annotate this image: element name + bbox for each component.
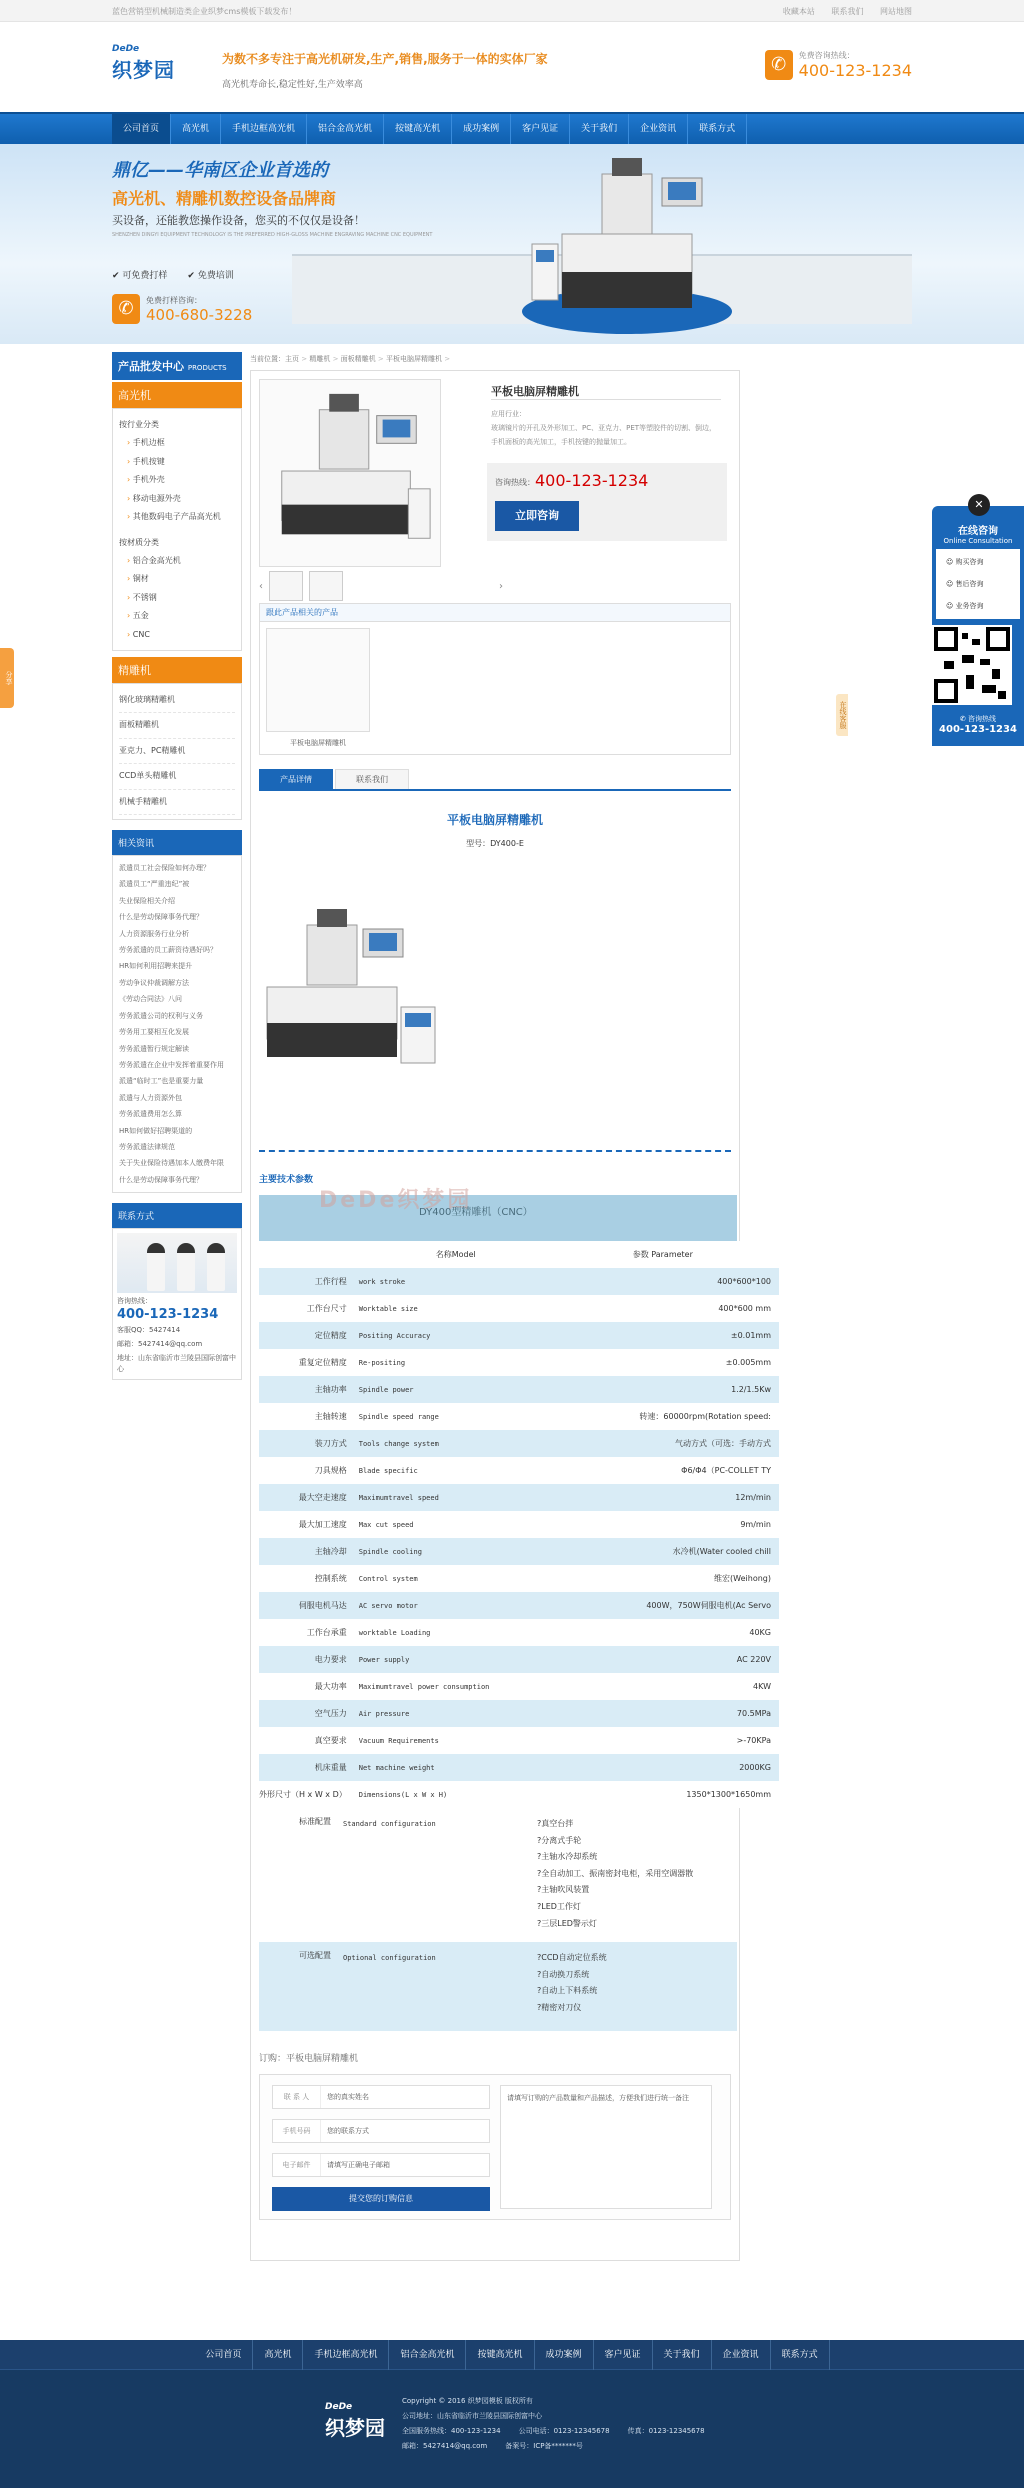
nav-home[interactable]: 公司首页 xyxy=(112,114,171,144)
check-free-training: 免费培训 xyxy=(197,271,234,281)
breadcrumb-item[interactable]: 当前位置：主页 xyxy=(250,355,299,363)
top-bar-text: 蓝色营销型机械制造类企业织梦cms模板下载发布！ xyxy=(112,6,297,16)
spec-value: ±0.005mm xyxy=(553,1349,779,1376)
related-product-image[interactable] xyxy=(266,628,370,732)
category-title-jingdiao[interactable]: 精雕机 xyxy=(112,657,242,683)
spec-name: 最大空走速度 xyxy=(259,1484,353,1511)
divider xyxy=(491,399,721,400)
check-icon: ✔ 可免费打样 xyxy=(112,271,168,281)
spec-banner xyxy=(259,1188,737,1241)
sidebar-head xyxy=(112,352,242,380)
spec-name: 装刀方式 xyxy=(259,1430,353,1457)
contact-tel-label: 咨询热线： xyxy=(117,1297,152,1306)
news-link[interactable]: 劳务派遣公司的权利与义务 xyxy=(119,1011,203,1020)
banner-checks xyxy=(112,268,234,281)
spec-value: 70.5MPa xyxy=(553,1700,779,1727)
submit-order-button[interactable]: 提交您的订购信息 xyxy=(272,2187,490,2211)
optional-config-label: 可选配置 xyxy=(299,1951,331,1961)
spec-value: 维宏(Weihong) xyxy=(553,1565,779,1592)
spec-value: 1350*1300*1650mm xyxy=(553,1781,779,1808)
spec-row xyxy=(259,1754,779,1781)
category-link[interactable]: › 手机边框 xyxy=(119,434,235,453)
banner-headline: 鼎亿——华南区企业首选的 xyxy=(112,160,328,181)
spec-name-en: Air pressure xyxy=(353,1700,553,1727)
breadcrumb: 当前位置：主页 > 精雕机 > 面板精雕机 > 平板电脑屏精雕机 > xyxy=(250,355,451,363)
slogan xyxy=(222,50,548,90)
news-link[interactable]: 失业保险相关介绍 xyxy=(119,896,175,905)
spec-row xyxy=(259,1430,779,1457)
product-content xyxy=(250,370,771,2261)
spec-name: 最大加工速度 xyxy=(259,1511,353,1538)
category-group-label: 按材质分类 xyxy=(119,537,159,547)
spec-name-en: Maximumtravel speed xyxy=(353,1484,553,1511)
spec-name-en: Max cut speed xyxy=(353,1511,553,1538)
category-link[interactable]: › 铜材 xyxy=(119,570,235,589)
spec-row xyxy=(259,1646,779,1673)
footer-nav-item[interactable]: 铝合金高光机 xyxy=(389,2340,466,2370)
product-name: 平板电脑屏精雕机 xyxy=(491,385,579,398)
spec-name-en: Blade specific xyxy=(353,1457,553,1484)
category-link[interactable]: 面板精雕机 xyxy=(119,713,235,738)
hero-banner xyxy=(0,144,1024,344)
spec-table-wrap xyxy=(259,1188,771,2031)
email-placeholder: 请填写正确电子邮箱 xyxy=(327,2160,390,2169)
spec-row xyxy=(259,1295,779,1322)
spec-value: Φ6/Φ4（PC-COLLET TY xyxy=(553,1457,779,1484)
phone-field[interactable] xyxy=(272,2119,490,2143)
category-box-gaoguang xyxy=(112,408,242,651)
footer-logo-name: 织梦园 xyxy=(325,2416,385,2440)
news-link[interactable]: 《劳动合同法》八问 xyxy=(119,995,182,1004)
spec-value: 4KW xyxy=(553,1673,779,1700)
spec-row xyxy=(259,1322,779,1349)
spec-row xyxy=(259,1727,779,1754)
category-link[interactable]: CCD单头精雕机 xyxy=(119,764,235,789)
footer-phone: 公司电话：0123-12345678 xyxy=(518,2427,610,2435)
spec-name-en: Spindle power xyxy=(353,1376,553,1403)
spec-name-en: Net machine weight xyxy=(353,1754,553,1781)
spec-heading: 主要技术参数 xyxy=(259,1175,314,1185)
spec-row xyxy=(259,1457,779,1484)
footer-info xyxy=(402,2394,723,2454)
footer-fax: 传真：0123-12345678 xyxy=(627,2427,705,2435)
news-link[interactable]: 劳务用工要相互化发展 xyxy=(119,1028,189,1037)
spec-name: 工作台尺寸 xyxy=(259,1295,353,1322)
footer-copyright: Copyright © 2016 织梦园模板 版权所有 xyxy=(402,2397,533,2405)
category-box-jingdiao xyxy=(112,683,242,820)
news-link[interactable]: 派遣与人力资源外包 xyxy=(119,1093,182,1102)
config-item: ?精密对刀仪 xyxy=(537,2002,582,2012)
nav-item[interactable]: 企业资讯 xyxy=(629,114,688,144)
spec-name: 伺服电机马达 xyxy=(259,1592,353,1619)
page-body xyxy=(112,344,912,2329)
category-link[interactable]: › 铝合金高光机 xyxy=(119,552,235,571)
contact-tel: 400-123-1234 xyxy=(117,1307,219,1323)
phone-placeholder: 您的联系方式 xyxy=(327,2126,369,2135)
banner-phone-label: 免费打样咨询： xyxy=(146,295,202,305)
contact-box xyxy=(112,1228,242,1380)
footer-nav-item[interactable]: 成功案例 xyxy=(535,2340,594,2370)
spec-value: ±0.01mm xyxy=(553,1322,779,1349)
breadcrumb-item[interactable]: 平板电脑屏精雕机 xyxy=(386,355,443,363)
category-group-label: 按行业分类 xyxy=(119,420,159,429)
online-subtitle: Online Consultation xyxy=(943,537,1013,545)
config-item: ?CCD自动定位系统 xyxy=(537,1953,607,1963)
contact-address: 地址：山东省临沂市兰陵县国际创富中心 xyxy=(117,1354,236,1374)
spec-row xyxy=(259,1403,779,1430)
news-link[interactable]: 劳务派遣在企业中发挥着重要作用 xyxy=(119,1060,224,1069)
name-label: 联 系 人 xyxy=(273,2086,321,2108)
name-placeholder: 您的真实姓名 xyxy=(327,2092,369,2101)
spec-name: 工作行程 xyxy=(259,1268,353,1295)
news-link[interactable]: 什么是劳动保障事务代理？ xyxy=(119,1175,203,1184)
spec-row xyxy=(259,1565,779,1592)
category-link[interactable]: › 移动电源外壳 xyxy=(119,490,235,509)
banner-phone-number: 400-680-3228 xyxy=(146,305,253,324)
category-title-gaoguang[interactable]: 高光机 xyxy=(112,382,242,408)
footer-nav xyxy=(0,2340,1024,2370)
spec-row xyxy=(259,1376,779,1403)
spec-header-name: 名称Model xyxy=(353,1241,553,1268)
spec-value: 400*600 mm xyxy=(553,1295,779,1322)
spec-name-en: AC servo motor xyxy=(353,1592,553,1619)
header-hotline xyxy=(765,50,912,80)
banner-phone xyxy=(112,294,252,324)
footer-logo xyxy=(325,2402,385,2441)
phone-icon: ✆ xyxy=(765,50,793,80)
footer-nav-item[interactable]: 公司首页 xyxy=(194,2340,253,2370)
spec-value: 400W，750W伺服电机(Ac Servo xyxy=(553,1592,779,1619)
order-form xyxy=(259,2074,731,2220)
detail-product-image xyxy=(251,899,441,1089)
category-link[interactable]: › 五金 xyxy=(119,607,235,626)
spec-row xyxy=(259,1700,779,1727)
spec-model-title: DY400型精雕机（CNC） xyxy=(419,1207,533,1218)
customer-service-photo xyxy=(117,1233,237,1293)
spec-name: 电力要求 xyxy=(259,1646,353,1673)
footer-mail: 邮箱：5427414@qq.com xyxy=(402,2442,488,2450)
footer-nav-item[interactable]: 客户见证 xyxy=(594,2340,653,2370)
nav-item[interactable]: 联系方式 xyxy=(688,114,747,144)
spec-value: 400*600*100 xyxy=(553,1268,779,1295)
qr-code-image xyxy=(932,625,1012,705)
service-purchase[interactable]: ☺ 购买咨询 xyxy=(946,558,984,566)
news-link[interactable]: 关于失业保险待遇加本人缴费年限 xyxy=(119,1159,224,1168)
footer-nav-item[interactable]: 企业资讯 xyxy=(712,2340,771,2370)
sidebar-head-text: 产品批发中心 xyxy=(118,360,184,373)
footer-address: 公司地址：山东省临沂市兰陵县国际创富中心 xyxy=(402,2412,542,2420)
online-hotline-number: 400-123-1234 xyxy=(939,724,1017,735)
optional-config-list xyxy=(537,1950,737,2016)
spec-name-en: work stroke xyxy=(353,1268,553,1295)
online-consult-panel xyxy=(932,498,1024,746)
news-link[interactable]: 什么是劳动保障事务代理？ xyxy=(119,913,203,922)
product-description: 应用行业： 玻璃镜片的开孔及外形加工、PC、亚克力、PET等塑胶件的切割、倒边，手机面板的高光加工，手机按键的抛量加工。 xyxy=(491,410,717,446)
message-textarea[interactable]: 请填写订购的产品数量和产品描述，方便我们进行统一备注 xyxy=(500,2085,712,2209)
category-link[interactable]: › 其他数码电子产品高光机 xyxy=(119,508,235,527)
spec-row xyxy=(259,1673,779,1700)
bookmark-link[interactable]: 收藏本站 xyxy=(782,6,815,16)
main-nav xyxy=(0,112,1024,144)
spec-name: 最大功率 xyxy=(259,1673,353,1700)
category-link[interactable]: › 手机外壳 xyxy=(119,471,235,490)
consult-number: 400-123-1234 xyxy=(535,471,649,490)
slogan-sub: 高光机寿命长,稳定性好,生产效率高 xyxy=(222,80,363,90)
tab-contact[interactable]: 联系我们 xyxy=(335,769,409,789)
banner-subheadline: 高光机、精雕机数控设备品牌商 xyxy=(112,189,337,208)
config-item: ?分离式手轮 xyxy=(537,1835,582,1845)
check-free-sample: 可免费打样 xyxy=(122,271,168,281)
spec-row xyxy=(259,1268,779,1295)
chevron-right-icon[interactable]: › xyxy=(499,580,503,592)
service-business[interactable]: ☺ 业务咨询 xyxy=(946,602,984,610)
consult-label: 咨询热线： xyxy=(495,478,535,487)
sidebar-head-en: PRODUCTS xyxy=(187,364,227,372)
spec-header-param: 参数 Parameter xyxy=(553,1241,779,1268)
order-title: 订购：平板电脑屏精雕机 xyxy=(259,2053,359,2064)
spec-row xyxy=(259,1538,779,1565)
thumbnail-strip xyxy=(259,571,503,601)
main-content xyxy=(250,352,912,2261)
spec-value: 2000KG xyxy=(553,1754,779,1781)
related-products xyxy=(259,603,731,755)
related-product-caption[interactable]: 平板电脑屏精雕机 xyxy=(290,739,346,747)
nav-item[interactable]: 按键高光机 xyxy=(384,114,452,144)
footer-nav-item[interactable]: 按键高光机 xyxy=(466,2340,534,2370)
hotline-number: 400-123-1234 xyxy=(798,61,912,80)
engraving-machine-image xyxy=(532,154,722,329)
online-service-tab[interactable]: 在线客服 xyxy=(836,694,848,736)
chevron-left-icon[interactable]: ‹ xyxy=(259,580,263,592)
section-divider xyxy=(259,1150,731,1152)
spec-name: 真空要求 xyxy=(259,1727,353,1754)
spec-row xyxy=(259,1511,779,1538)
order-section xyxy=(259,2051,731,2220)
related-title: 跟此产品相关的产品 xyxy=(260,604,730,622)
name-field[interactable] xyxy=(272,2085,490,2109)
breadcrumb-item[interactable]: 精雕机 xyxy=(309,355,331,363)
spec-value: 9m/min xyxy=(553,1511,779,1538)
detail-title: 平板电脑屏精雕机 xyxy=(446,813,543,827)
nav-item[interactable]: 成功案例 xyxy=(452,114,511,144)
spec-name: 空气压力 xyxy=(259,1700,353,1727)
spec-name: 主轴功率 xyxy=(259,1376,353,1403)
hotline-label: 免费咨询热线： xyxy=(798,51,855,60)
detail-model: 型号：DY400-E xyxy=(466,839,524,848)
spec-value: 气动方式（可选：手动方式 xyxy=(553,1430,779,1457)
news-link[interactable]: 劳务派遣法律规范 xyxy=(119,1142,175,1151)
spec-value: 40KG xyxy=(553,1619,779,1646)
banner-english: SHENZHEN DINGYI EQUIPMENT TECHNOLOGY IS THE PREFERRED HIGH-GLOSS MACHINE ENGRAVING MACHINE CNC EQUIPMENT xyxy=(112,232,433,238)
spec-name-en: Spindle cooling xyxy=(353,1538,553,1565)
spec-name: 控制系统 xyxy=(259,1565,353,1592)
standard-config-list xyxy=(537,1816,737,1932)
spec-name-en: Worktable size xyxy=(353,1295,553,1322)
spec-name-en: Control system xyxy=(353,1565,553,1592)
standard-config-label: 标准配置 xyxy=(299,1817,331,1826)
news-link[interactable]: 劳务派遣暂行规定解读 xyxy=(119,1044,189,1053)
spec-name-en: Positing Accuracy xyxy=(353,1322,553,1349)
category-link[interactable]: 机械手精雕机 xyxy=(119,790,235,815)
sitemap-link[interactable]: 网站地图 xyxy=(880,6,912,16)
phone-icon: ✆ xyxy=(112,294,140,324)
product-main-image[interactable] xyxy=(259,379,441,567)
logo-name-text: 织梦园 xyxy=(112,58,175,82)
config-item: ?LED工作灯 xyxy=(537,1901,581,1911)
spec-name-en: Dimensions(L x W x H) xyxy=(353,1781,553,1808)
online-title: 在线咨询 xyxy=(958,526,998,537)
category-link[interactable]: 钢化玻璃精雕机 xyxy=(119,688,235,713)
standard-config xyxy=(259,1808,737,1942)
spec-name-en: Vacuum Requirements xyxy=(353,1727,553,1754)
spec-value: >-70KPa xyxy=(553,1727,779,1754)
footer-nav-item[interactable]: 高光机 xyxy=(253,2340,303,2370)
news-link[interactable]: HR如何利用招聘来提升 xyxy=(119,962,193,971)
online-hotline-label: ✆ 咨询热线 xyxy=(959,715,997,723)
close-icon[interactable]: ✕ xyxy=(968,494,990,516)
service-aftersale[interactable]: ☺ 售后咨询 xyxy=(946,580,984,588)
footer-nav-item[interactable]: 关于我们 xyxy=(653,2340,712,2370)
config-item: ?主轴水冷却系统 xyxy=(537,1852,598,1862)
contact-mail: 邮箱：5427414@qq.com xyxy=(117,1340,203,1349)
thumbnail[interactable] xyxy=(269,571,303,601)
spec-name: 刀具规格 xyxy=(259,1457,353,1484)
spec-name-en: Tools change system xyxy=(353,1430,553,1457)
check-icon: ✔ 免费培训 xyxy=(187,271,234,281)
nav-item[interactable]: 铝合金高光机 xyxy=(307,114,384,144)
banner-tagline: 买设备，还能教您操作设备，您买的不仅仅是设备！ xyxy=(112,214,365,227)
nav-item[interactable]: 关于我们 xyxy=(570,114,629,144)
spec-header-row xyxy=(259,1241,779,1268)
config-item: ?三层LED警示灯 xyxy=(537,1918,597,1928)
spec-name: 机床重量 xyxy=(259,1754,353,1781)
config-item: ?自动上下料系统 xyxy=(537,1986,598,1996)
news-link[interactable]: 劳务派遣的员工薪资待遇好吗？ xyxy=(119,946,217,955)
breadcrumb-item[interactable]: 面板精雕机 xyxy=(340,355,376,363)
category-link[interactable]: 亚克力、PC精雕机 xyxy=(119,739,235,764)
spec-name-en: worktable Loading xyxy=(353,1619,553,1646)
spec-name-en: Power supply xyxy=(353,1646,553,1673)
product-summary xyxy=(251,371,739,592)
config-item: ?自动换刀系统 xyxy=(537,1969,590,1979)
spec-row xyxy=(259,1592,779,1619)
nav-item[interactable]: 手机边框高光机 xyxy=(221,114,307,144)
category-link[interactable]: › 不锈钢 xyxy=(119,589,235,608)
spec-value: 转速：60000rpm(Rotation speed: xyxy=(553,1403,779,1430)
news-link[interactable]: 劳动争议仲裁调解方法 xyxy=(119,978,189,987)
tab-product-detail[interactable]: 产品详情 xyxy=(259,769,333,789)
logo-dede-text: DeDe xyxy=(112,44,140,54)
spec-value: 12m/min xyxy=(553,1484,779,1511)
config-item: ?真空台拌 xyxy=(537,1819,574,1828)
nav-item[interactable]: 高光机 xyxy=(171,114,221,144)
header xyxy=(112,22,912,112)
sidebar xyxy=(112,352,242,1380)
news-title: 相关资讯 xyxy=(112,830,242,855)
nav-item[interactable]: 客户见证 xyxy=(511,114,570,144)
spec-table xyxy=(259,1241,779,1808)
footer-tel: 全国服务热线：400-123-1234 xyxy=(402,2427,501,2435)
footer-nav-item[interactable]: 联系方式 xyxy=(771,2340,830,2370)
contact-title: 联系方式 xyxy=(112,1203,242,1228)
spec-name-en: Spindle speed range xyxy=(353,1403,553,1430)
spec-row xyxy=(259,1781,779,1808)
watermark-logo: DeDe织梦园 xyxy=(319,1188,473,1213)
spec-name: 外形尺寸（H x W x D） xyxy=(259,1781,353,1808)
news-link[interactable]: 派遣员工社会保险如何办理？ xyxy=(119,864,210,873)
service-list xyxy=(936,549,1020,619)
news-link[interactable]: 派遣“临时工”也是重要力量 xyxy=(119,1077,204,1086)
spec-name-en: Re-positing xyxy=(353,1349,553,1376)
thumbnail[interactable] xyxy=(309,571,343,601)
footer-nav-item[interactable]: 手机边框高光机 xyxy=(303,2340,389,2370)
optional-config-en: Optional configuration xyxy=(343,1954,436,1963)
spec-name: 定位精度 xyxy=(259,1322,353,1349)
standard-config-en: Standard configuration xyxy=(343,1820,436,1828)
detail-tabs xyxy=(259,769,731,791)
spec-name: 重复定位精度 xyxy=(259,1349,353,1376)
spec-row xyxy=(259,1484,779,1511)
top-bar xyxy=(0,0,1024,22)
email-field[interactable] xyxy=(272,2153,490,2177)
news-link[interactable]: 人力资源服务行业分析 xyxy=(119,929,189,938)
phone-label: 手机号码 xyxy=(273,2120,321,2142)
spec-value: 1.2/1.5Kw xyxy=(553,1376,779,1403)
spec-name: 工作台承重 xyxy=(259,1619,353,1646)
consult-button[interactable]: 立即咨询 xyxy=(495,501,579,531)
spec-value: AC 220V xyxy=(553,1646,779,1673)
footer-icp: 备案号：ICP备*******号 xyxy=(505,2442,583,2450)
spec-value: 水冷机(Water cooled chill xyxy=(553,1538,779,1565)
footer xyxy=(0,2370,1024,2488)
email-label: 电子邮件 xyxy=(273,2154,321,2176)
news-link[interactable]: HR如何做好招聘渠道的 xyxy=(119,1126,193,1135)
contact-qq: 客服QQ：5427414 xyxy=(117,1326,181,1335)
spec-row xyxy=(259,1619,779,1646)
share-tab[interactable]: 分享 xyxy=(0,648,14,708)
optional-config xyxy=(259,1942,737,2030)
site-logo[interactable] xyxy=(112,44,192,94)
category-link[interactable]: › CNC xyxy=(119,626,235,645)
config-item: ?主轴吹风装置 xyxy=(537,1885,590,1895)
category-link[interactable]: › 手机按键 xyxy=(119,453,235,472)
news-link[interactable]: 劳务派遣费用怎么算 xyxy=(119,1110,182,1119)
spec-name: 主轴转速 xyxy=(259,1403,353,1430)
spec-name: 主轴冷却 xyxy=(259,1538,353,1565)
config-item: ?全自动加工、振南密封电柜，采用空调器散 xyxy=(537,1868,694,1878)
consult-box xyxy=(487,463,727,541)
slogan-main: 为数不多专注于高光机研发,生产,销售,服务于一体的实体厂家 xyxy=(222,52,548,66)
spec-name-en: Maximumtravel power consumption xyxy=(353,1673,553,1700)
news-list xyxy=(112,855,242,1193)
footer-logo-dede: DeDe xyxy=(325,2402,353,2412)
news-link[interactable]: 派遣员工“严重违纪”被 xyxy=(119,880,190,889)
contact-link[interactable]: 联系我们 xyxy=(831,6,864,16)
spec-row xyxy=(259,1349,779,1376)
